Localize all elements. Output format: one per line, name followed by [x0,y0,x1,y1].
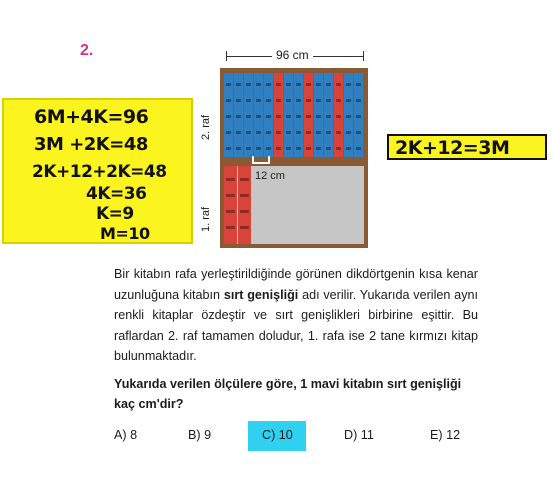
handwritten-note [2,98,193,244]
blue-book [244,73,253,157]
option-b[interactable]: B) 9 [188,428,212,442]
width-dimension [226,45,364,67]
option-d[interactable]: D) 11 [344,428,374,442]
blue-book [344,73,353,157]
shelf-2-label: 2. raf [200,114,212,140]
note-line-5: K=9 [96,204,134,224]
problem-paragraph [114,264,478,367]
note-line-6: M=10 [100,224,150,243]
blue-book [224,73,233,157]
paragraph-bold-term: sırt genişliği [223,287,299,302]
option-a[interactable]: A) 8 [114,428,138,442]
note-line-2: 3M +2K=48 [34,134,148,155]
blue-book [234,73,243,157]
blue-book [284,73,293,157]
blue-book [314,73,323,157]
gap-label: 12 cm [255,170,285,182]
paragraph-part-2: adı verilir. Yukarıda verilen aynı renkli kitaplar özdeştir ve sırt genişlikleri birbirine eşittir. Bu raflardan 2. raf tamamen doludur, 1. rafa ise 2 tane kırmızı kitap bulunmaktadır. [114,287,478,363]
blue-book [294,73,303,157]
question-number: 2. [80,42,94,59]
paragraph-part-1: Bir kitabın rafa yerleştirildiğinde görünen dikdörtgenin kısa kenar uzunluğuna kitabın [114,267,478,302]
note-line-1: 6M+4K=96 [34,106,149,128]
note-line-3: 2K+12+2K=48 [32,162,167,182]
red-book [274,73,283,157]
blue-book [254,73,263,157]
boxed-equation-text: 2K+12=3M [395,137,510,159]
note-line-4: 4K=36 [86,184,147,204]
option-c[interactable]: C) 10 [262,428,293,442]
width-label: 96 cm [272,48,313,62]
boxed-equation [387,134,547,160]
red-book [224,166,237,244]
red-book [304,73,313,157]
red-book [334,73,343,157]
blue-book [354,73,363,157]
option-e[interactable]: E) 12 [430,428,461,442]
blue-book [264,73,273,157]
shelf-1-label: 1. raf [200,206,212,232]
shelf-2 [224,73,364,157]
gap-dimension [252,156,270,164]
blue-book [324,73,333,157]
red-book [238,166,251,244]
question-text: Yukarıda verilen ölçülere göre, 1 mavi kitabın sırt genişliği kaç cm'dir? [114,377,462,411]
